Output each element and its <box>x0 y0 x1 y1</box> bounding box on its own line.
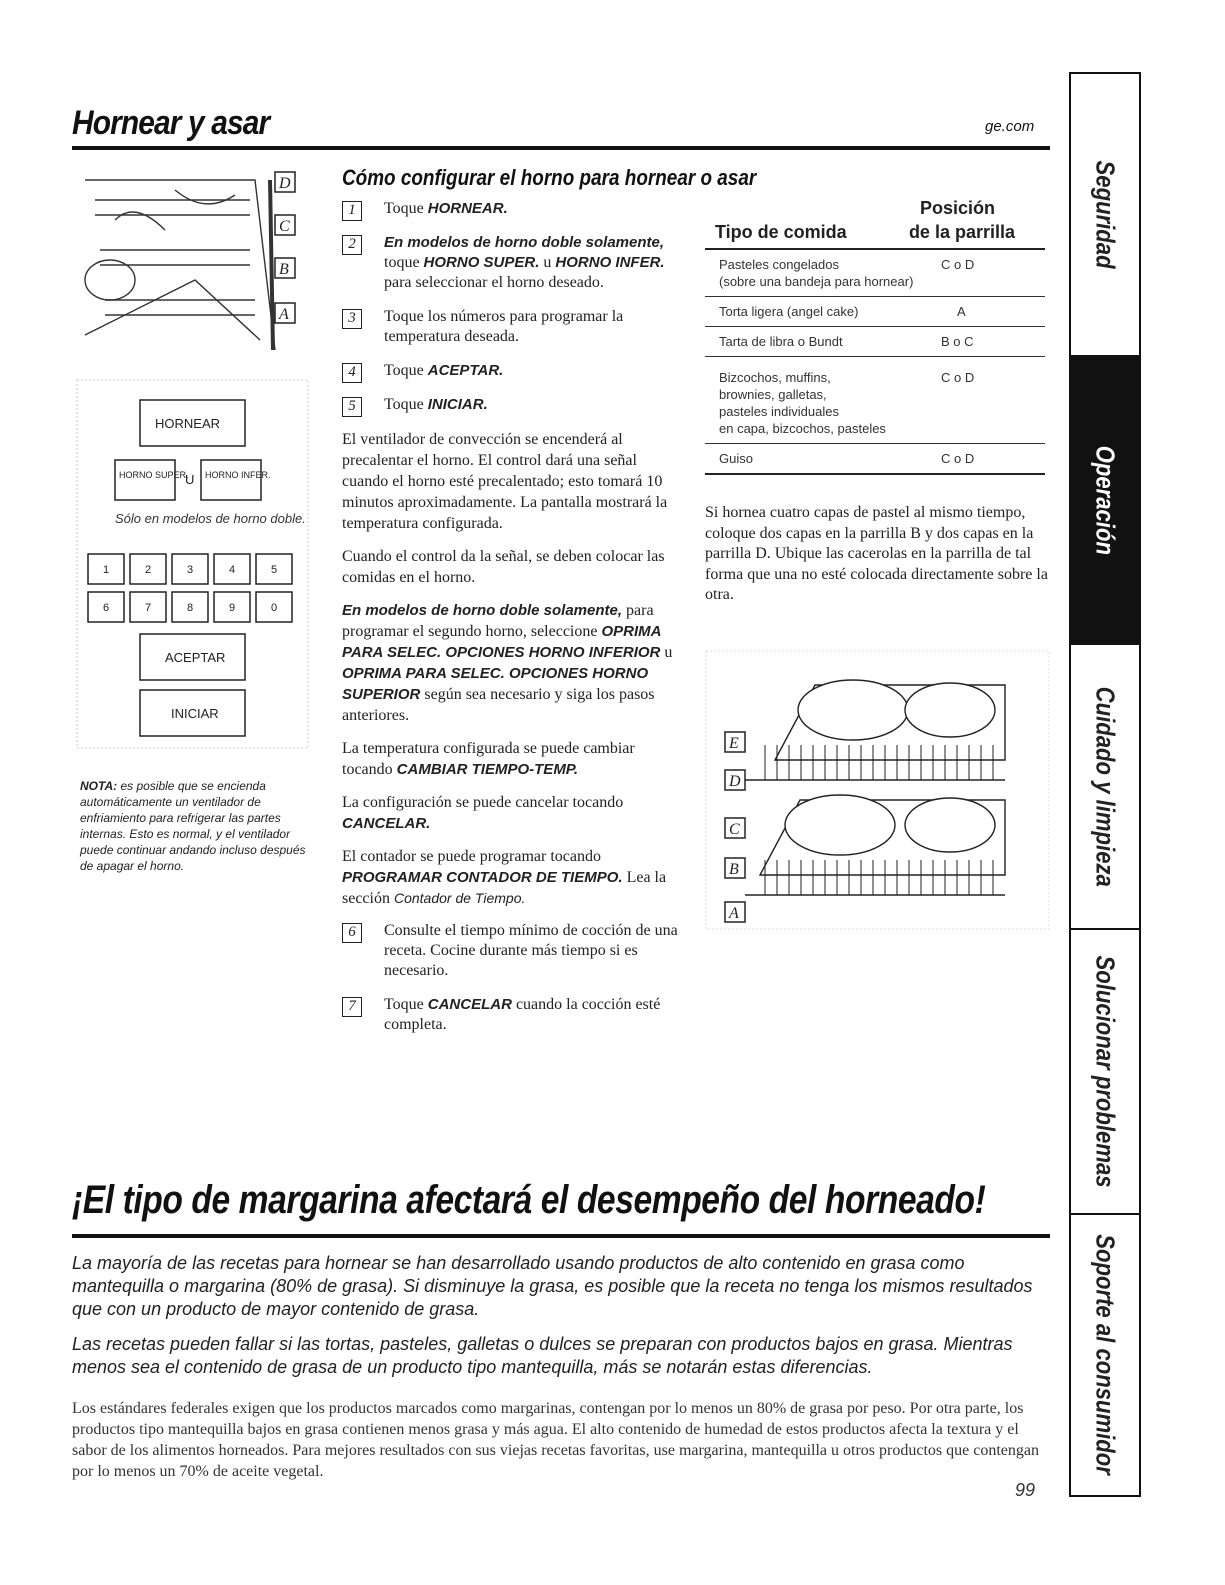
step-6 <box>342 921 687 981</box>
tab-label: Soporte al consumidor <box>1090 1234 1121 1476</box>
food-cell: en capa, bizcochos, pasteles <box>719 421 886 436</box>
step-text: Consulte el tiempo mínimo de cocción de una receta. Cocine durante más tiempo si es necesario. <box>384 922 678 979</box>
horno-super-key[interactable]: HORNO SUPER. <box>119 470 189 480</box>
step-number: 4 <box>342 363 362 383</box>
rack-label-b: B <box>279 261 289 278</box>
oven-rack-illustration <box>75 160 305 360</box>
section-tabs <box>1069 72 1141 1497</box>
margarine-body: Los estándares federales exigen que los productos marcados como margarinas, contengan por lo menos un 80% de grasa por peso. Por otra parte, los productos tipo mantequilla bajos en grasa contienen menos grasa y más agua. El alto contenido de humedad de estos productos afecta la textura y el sabor de los alimentos horneados. Para mejores resultados con sus viejas recetas favoritas, use margarina, mantequilla u otros productos que contengan por lo menos un 70% de aceite vegetal. <box>72 1400 1039 1480</box>
paragraph-preheat: El ventilador de convección se encenderá al precalentar el horno. El control dará una señal cuando el horno esté precalentado; esto tomará 10 minutos aproximadamente. La pantalla mostrará la temperatura configurada. <box>342 431 668 532</box>
tab-seguridad[interactable] <box>1071 74 1139 357</box>
tab-operacion[interactable] <box>1071 357 1139 645</box>
text: Contador de Tiempo. <box>393 890 526 906</box>
rack-label-d: D <box>729 773 741 790</box>
step-text: Toque los números para programar la temperatura deseada. <box>384 308 624 345</box>
section-title: Cómo configurar el horno para hornear o asar <box>342 165 757 190</box>
digit-key-label: 4 <box>229 564 236 576</box>
table-row <box>705 327 1045 357</box>
keyword: HORNO SUPER. <box>423 254 540 271</box>
food-cell: Pasteles congelados <box>719 257 839 272</box>
col-food: Tipo de comida <box>715 222 847 242</box>
keyword: HORNEAR. <box>427 200 508 217</box>
step-2 <box>342 233 687 293</box>
keyword: HORNO INFER. <box>555 254 665 271</box>
aceptar-key[interactable]: ACEPTAR <box>165 650 226 665</box>
step-text: Toque <box>384 396 428 413</box>
rack-label-b: B <box>729 861 739 878</box>
keyword: CAMBIAR TIEMPO-TEMP. <box>396 761 579 778</box>
rack-label-a: A <box>279 306 289 323</box>
control-panel-illustration <box>75 378 310 750</box>
paragraph-cancel <box>342 792 687 834</box>
food-cell: brownies, galletas, <box>719 387 827 402</box>
margarine-warning: Las recetas pueden fallar si las tortas, pasteles, galletas o dulces se preparan con productos bajos en grasa. Mientras menos sea el contenido de grasa de un producto tipo mantequilla, más se notarán estas diferencias. <box>72 1334 1013 1377</box>
nota-text: es posible que se encienda automáticamente un ventilador de enfriamiento para refrigerar las partes internas. Esto es normal, y el ventilador puede continuar andando incluso después de apagar el horno. <box>80 779 306 873</box>
keyword: INICIAR. <box>427 396 488 413</box>
text: La temperatura configurada se puede cambiar tocando <box>342 740 635 778</box>
digit-key-label: 1 <box>103 564 110 576</box>
or-label: U <box>185 472 195 487</box>
table-row <box>705 297 1045 327</box>
hornear-key[interactable]: HORNEAR <box>155 416 221 431</box>
digit-key-label: 5 <box>271 564 278 576</box>
nota-label: NOTA: <box>80 779 118 793</box>
position-cell: C o D <box>941 451 975 466</box>
table-row <box>705 357 1045 444</box>
position-cell: B o C <box>941 334 974 349</box>
position-cell: A <box>957 304 966 319</box>
text: La configuración se puede cancelar tocando <box>342 794 624 811</box>
step-text: toque <box>384 254 424 271</box>
header-rule <box>72 146 1050 150</box>
margarine-title: ¡El tipo de margarina afectará el desempeño del horneado! <box>72 1178 986 1222</box>
digit-key-label: 6 <box>103 602 110 614</box>
step-number: 5 <box>342 397 362 417</box>
step-text: cuando la cocción esté completa. <box>384 996 661 1033</box>
paragraph-change-temp <box>342 738 687 780</box>
step-text: Toque <box>384 362 428 379</box>
tab-label: Solucionar problemas <box>1090 955 1121 1188</box>
position-cell: C o D <box>941 370 975 385</box>
horno-infer-key[interactable]: HORNO INFER. <box>205 470 271 480</box>
keyword: CANCELAR <box>427 996 512 1013</box>
step-7 <box>342 995 687 1035</box>
step-1 <box>342 199 687 219</box>
digit-key-label: 0 <box>271 602 278 614</box>
iniciar-key[interactable]: INICIAR <box>171 706 219 721</box>
tab-soporte-consumidor[interactable] <box>1071 1215 1139 1495</box>
step-text: para seleccionar el horno deseado. <box>384 274 604 291</box>
digit-key-label: 7 <box>145 602 152 614</box>
col-position-line2: de la parrilla <box>908 222 1015 242</box>
food-cell: pasteles individuales <box>719 404 839 419</box>
step-number: 7 <box>342 997 362 1017</box>
keyword: En modelos de horno doble solamente, <box>342 602 623 619</box>
nota-block <box>80 778 320 874</box>
digit-key-label: 2 <box>145 564 152 576</box>
keyword: En modelos de horno doble solamente, <box>384 234 665 251</box>
table-row <box>705 250 1045 297</box>
step-4 <box>342 361 687 381</box>
digit-key-label: 9 <box>229 602 236 614</box>
keyword: CANCELAR. <box>342 815 431 832</box>
position-cell: C o D <box>941 257 975 272</box>
tab-solucionar-problemas[interactable] <box>1071 930 1139 1215</box>
step-5 <box>342 395 687 415</box>
paragraph-timer <box>342 846 687 909</box>
food-cell: Bizcochos, muffins, <box>719 370 831 385</box>
tab-label: Seguridad <box>1090 160 1121 269</box>
step-number: 1 <box>342 201 362 221</box>
keyword: ACEPTAR. <box>427 362 504 379</box>
tab-cuidado-limpieza[interactable] <box>1071 645 1139 930</box>
rack-label-c: C <box>279 218 290 235</box>
col-position-line1: Posición <box>919 198 995 218</box>
step-number: 3 <box>342 309 362 329</box>
text: según sea necesario y siga los pasos anteriores. <box>342 686 655 724</box>
step-text: Toque <box>384 996 428 1013</box>
rack-label-d: D <box>279 175 291 192</box>
food-cell: Tarta de libra o Bundt <box>719 334 843 349</box>
page-number: 99 <box>1015 1480 1036 1500</box>
rack-label-c: C <box>729 821 740 838</box>
step-text: u <box>539 254 556 271</box>
digit-key-label: 3 <box>187 564 194 576</box>
paragraph-signal: Cuando el control da la señal, se deben colocar las comidas en el horno. <box>342 548 665 586</box>
table-header <box>705 198 1045 250</box>
layer-cake-note: Si hornea cuatro capas de pastel al mismo tiempo, coloque dos capas en la parrilla B y dos capas en la parrilla D. Ubique las cacerolas en la parrilla de tal forma que una no esté colocada directamente sobre la otra. <box>705 504 1048 603</box>
rack-label-e: E <box>729 735 739 752</box>
step-3 <box>342 307 687 347</box>
text: El contador se puede programar tocando <box>342 848 602 865</box>
step-number: 6 <box>342 923 362 943</box>
tab-label: Cuidado y limpieza <box>1090 686 1121 887</box>
double-oven-caption: Sólo en modelos de horno doble. <box>115 511 306 526</box>
rack-pans-illustration <box>705 650 1050 930</box>
text: para programar el segundo horno, seleccione <box>342 602 654 640</box>
tab-label: Operación <box>1090 445 1121 555</box>
text: u <box>660 644 673 661</box>
food-cell: Guiso <box>719 451 753 466</box>
rack-position-table <box>705 198 1045 475</box>
food-cell: (sobre una bandeja para hornear) <box>719 274 914 289</box>
bottom-rule <box>72 1234 1050 1238</box>
rack-label-a: A <box>729 905 739 922</box>
step-text: Toque <box>384 200 428 217</box>
text: Lea la sección <box>342 869 667 907</box>
step-number: 2 <box>342 235 362 255</box>
paragraph-double <box>342 600 687 726</box>
site-link[interactable]: ge.com <box>985 118 1035 135</box>
page-title: Hornear y asar <box>72 104 270 142</box>
keyword: OPRIMA PARA SELEC. OPCIONES HORNO SUPERIOR <box>342 665 649 703</box>
margarine-intro: La mayoría de las recetas para hornear se han desarrollado usando productos de alto contenido en grasa como mantequilla o margarina (80% de grasa). Si disminuye la grasa, es posible que la receta no tenga los mismos resultados que con un producto de mayor contenido de grasa. <box>72 1253 1033 1319</box>
table-row <box>705 444 1045 475</box>
keyword: PROGRAMAR CONTADOR DE TIEMPO. <box>342 869 623 886</box>
keyword: OPRIMA PARA SELEC. OPCIONES HORNO INFERIOR <box>342 623 661 661</box>
digit-key-label: 8 <box>187 602 194 614</box>
food-cell: Torta ligera (angel cake) <box>719 304 859 319</box>
